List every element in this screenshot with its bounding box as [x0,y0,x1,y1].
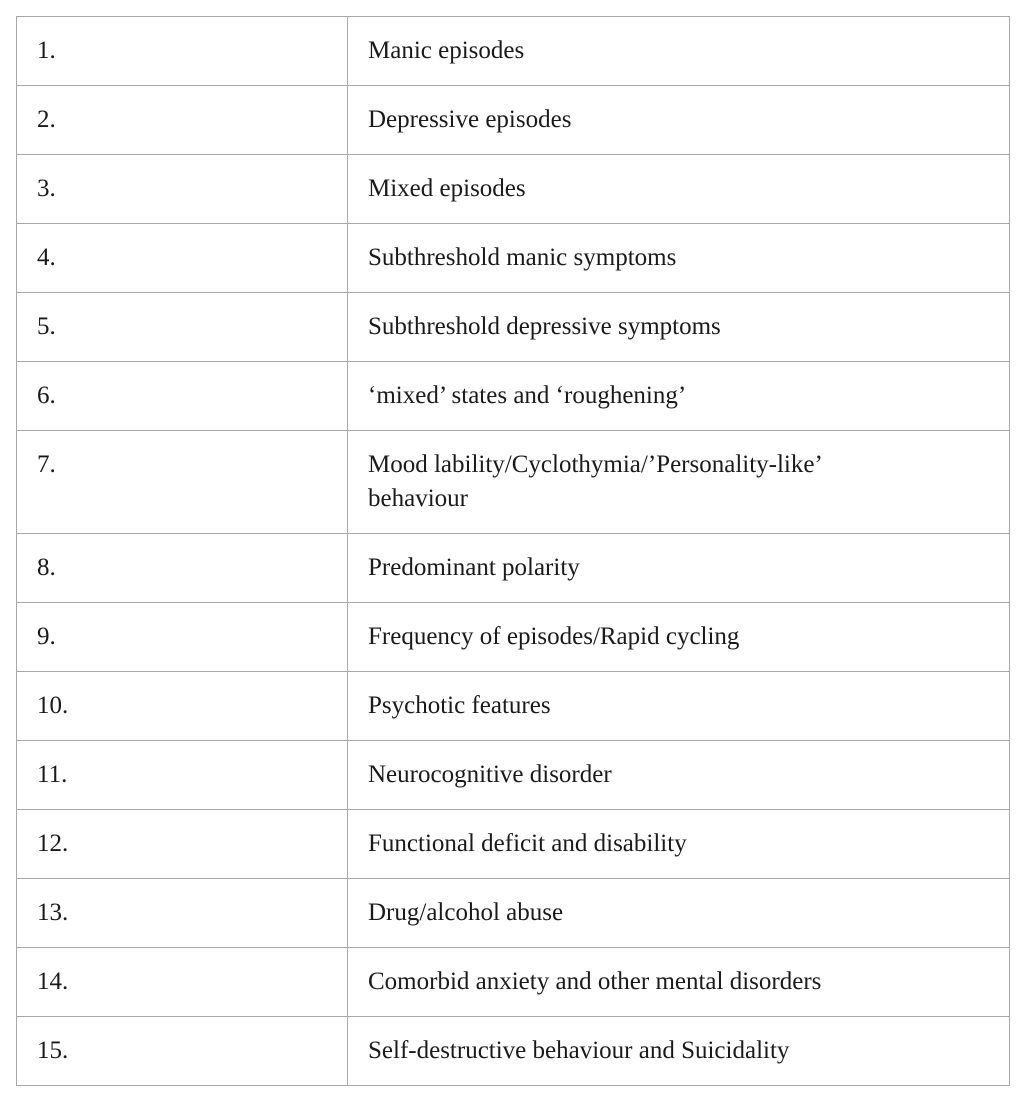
table-row [17,17,1010,86]
row-feature: Predominant polarity [348,534,1010,603]
row-feature: Comorbid anxiety and other mental disorders [348,948,1010,1017]
row-number: 2. [17,86,348,155]
table-row [17,741,1010,810]
table-row [17,86,1010,155]
row-number: 6. [17,362,348,431]
features-table [16,16,1010,1086]
row-number: 5. [17,293,348,362]
row-number: 7. [17,431,348,534]
table-row [17,879,1010,948]
row-number: 12. [17,810,348,879]
table-row [17,534,1010,603]
row-feature: Mood lability/Cyclothymia/’Personality-like’ behaviour [348,431,1010,534]
table-row [17,948,1010,1017]
table-row [17,810,1010,879]
table-row [17,603,1010,672]
row-number: 10. [17,672,348,741]
features-table-container [16,16,1009,1086]
row-feature: ‘mixed’ states and ‘roughening’ [348,362,1010,431]
row-number: 15. [17,1017,348,1086]
row-feature: Functional deficit and disability [348,810,1010,879]
table-row [17,431,1010,534]
table-row [17,155,1010,224]
row-feature: Subthreshold manic symptoms [348,224,1010,293]
row-number: 13. [17,879,348,948]
row-number: 1. [17,17,348,86]
row-number: 14. [17,948,348,1017]
row-number: 3. [17,155,348,224]
table-row [17,672,1010,741]
row-feature: Manic episodes [348,17,1010,86]
row-feature: Frequency of episodes/Rapid cycling [348,603,1010,672]
row-feature: Subthreshold depressive symptoms [348,293,1010,362]
row-feature: Neurocognitive disorder [348,741,1010,810]
row-number: 11. [17,741,348,810]
table-row [17,293,1010,362]
table-row [17,362,1010,431]
row-feature: Self-destructive behaviour and Suicidality [348,1017,1010,1086]
row-feature: Psychotic features [348,672,1010,741]
row-feature: Drug/alcohol abuse [348,879,1010,948]
table-row [17,224,1010,293]
row-feature: Mixed episodes [348,155,1010,224]
table-row [17,1017,1010,1086]
row-number: 8. [17,534,348,603]
row-number: 4. [17,224,348,293]
row-feature: Depressive episodes [348,86,1010,155]
row-number: 9. [17,603,348,672]
